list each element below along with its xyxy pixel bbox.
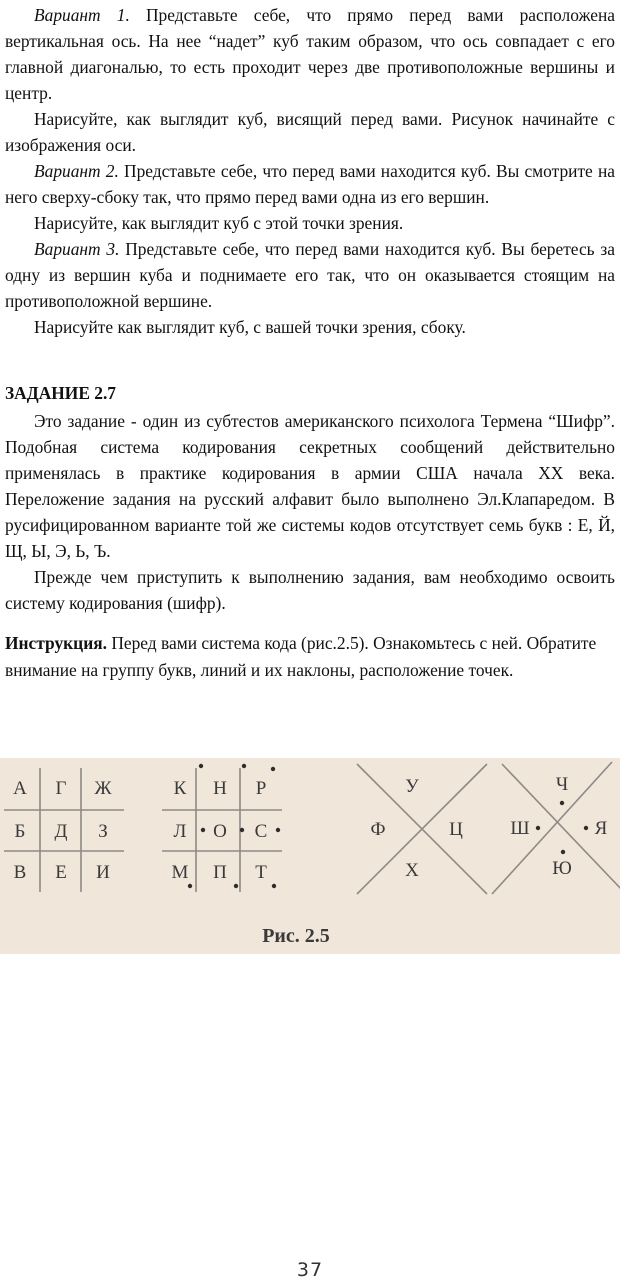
cipher-letter: А xyxy=(13,778,27,799)
dot-mark xyxy=(201,828,205,832)
dot-mark xyxy=(234,884,238,888)
paragraph-instruction-1: Нарисуйте, как выглядит куб, висящий перед вами. Рисунок начинайте с изображения оси. xyxy=(5,109,615,155)
variant-label: Вариант 3. xyxy=(34,239,120,259)
variant-label: Вариант 1. xyxy=(34,5,130,25)
variant-label: Вариант 2. xyxy=(34,161,119,181)
cipher-letter: П xyxy=(213,862,227,883)
cipher-letter: Т xyxy=(255,862,267,883)
cipher-letter: К xyxy=(173,778,187,799)
cipher-letter: Г xyxy=(55,778,67,799)
dot-mark xyxy=(272,884,276,888)
cipher-letter: Ш xyxy=(510,818,530,839)
cipher-letter: Е xyxy=(55,862,67,883)
paragraph-variant-2 xyxy=(5,158,615,210)
cipher-letter: Ц xyxy=(449,819,463,840)
cipher-letter: Б xyxy=(14,821,26,842)
instruction-label: Инструкция. xyxy=(5,633,107,653)
page-text xyxy=(5,2,615,684)
cipher-letter: С xyxy=(254,821,268,842)
paragraph-instruction-3: Нарисуйте как выглядит куб, с вашей точки зрения, сбоку. xyxy=(34,317,466,337)
dot-mark xyxy=(561,850,565,854)
page-number: 37 xyxy=(296,1259,324,1281)
spacer xyxy=(5,340,615,364)
cipher-letter: В xyxy=(13,862,27,883)
dot-mark xyxy=(560,801,564,805)
cipher-letter: Х xyxy=(405,860,419,881)
task-paragraph-1: Это задание - один из субтестов американского психолога Термена “Шифр”. Подобная система кодирования секретных сообщений действительно применялась в практике кодирования в армии США начала XX века. Переложение задания на русский алфавит было выполнено Эл.Клапаредом. В русифицированном варианте той же системы кодов отсутствует семь букв : Е, Й, Щ, Ы, Э, Ь, Ъ. xyxy=(5,411,615,561)
paragraph-variant-1 xyxy=(5,2,615,106)
task-heading: ЗАДАНИЕ 2.7 xyxy=(5,383,117,403)
variant-text: Представьте себе, что прямо перед вами расположена вертикальная ось. На нее “надет” куб таким образом, что ось совпадает с его главной диагональю, то есть проходит через две противоположные вершины и центр. xyxy=(5,5,615,103)
dot-mark xyxy=(240,828,244,832)
cipher-letter: Д xyxy=(54,821,68,842)
paragraph-variant-3 xyxy=(5,236,615,314)
cipher-letter: И xyxy=(96,862,110,883)
dot-mark xyxy=(271,767,275,771)
instruction-paragraph xyxy=(5,630,615,684)
cipher-letter: Ж xyxy=(94,778,112,799)
cipher-letter: Л xyxy=(173,821,187,842)
dot-mark xyxy=(242,764,246,768)
cipher-figure xyxy=(0,758,620,954)
cipher-letter: З xyxy=(98,821,108,842)
cipher-letter: Р xyxy=(255,778,267,799)
variant-text: Представьте себе, что перед вами находится куб. Вы беретесь за одну из вершин куба и поднимаете его так, что он оказывается стоящим на противоположной вершине. xyxy=(5,239,615,311)
instruction-text: Перед вами система кода (рис.2.5). Ознакомьтесь с ней. Обратите внимание на группу букв, линий и их наклоны, расположение точек. xyxy=(5,633,597,680)
dot-mark xyxy=(584,826,588,830)
variant-text: Представьте себе, что перед вами находится куб. Вы смотрите на него сверху-сбоку так, что прямо перед вами одна из его вершин. xyxy=(5,161,615,207)
dot-mark xyxy=(536,826,540,830)
dot-mark xyxy=(188,884,192,888)
cipher-letter: Ч xyxy=(555,774,569,795)
cipher-letter: У xyxy=(405,776,419,797)
cipher-letter: М xyxy=(171,862,189,883)
paragraph-instruction-2: Нарисуйте, как выглядит куб с этой точки зрения. xyxy=(34,213,404,233)
cipher-letter: Ю xyxy=(552,858,572,879)
cipher-letter: Я xyxy=(594,818,608,839)
cipher-letter: О xyxy=(213,821,227,842)
dot-mark xyxy=(276,828,280,832)
task-paragraph-2: Прежде чем приступить к выполнению задания, вам необходимо освоить систему кодирования (шифр). xyxy=(5,567,615,613)
cipher-letter: Ф xyxy=(370,819,386,840)
cipher-letter: Н xyxy=(213,778,227,799)
dot-mark xyxy=(199,764,203,768)
figure-caption: Рис. 2.5 xyxy=(262,925,330,947)
